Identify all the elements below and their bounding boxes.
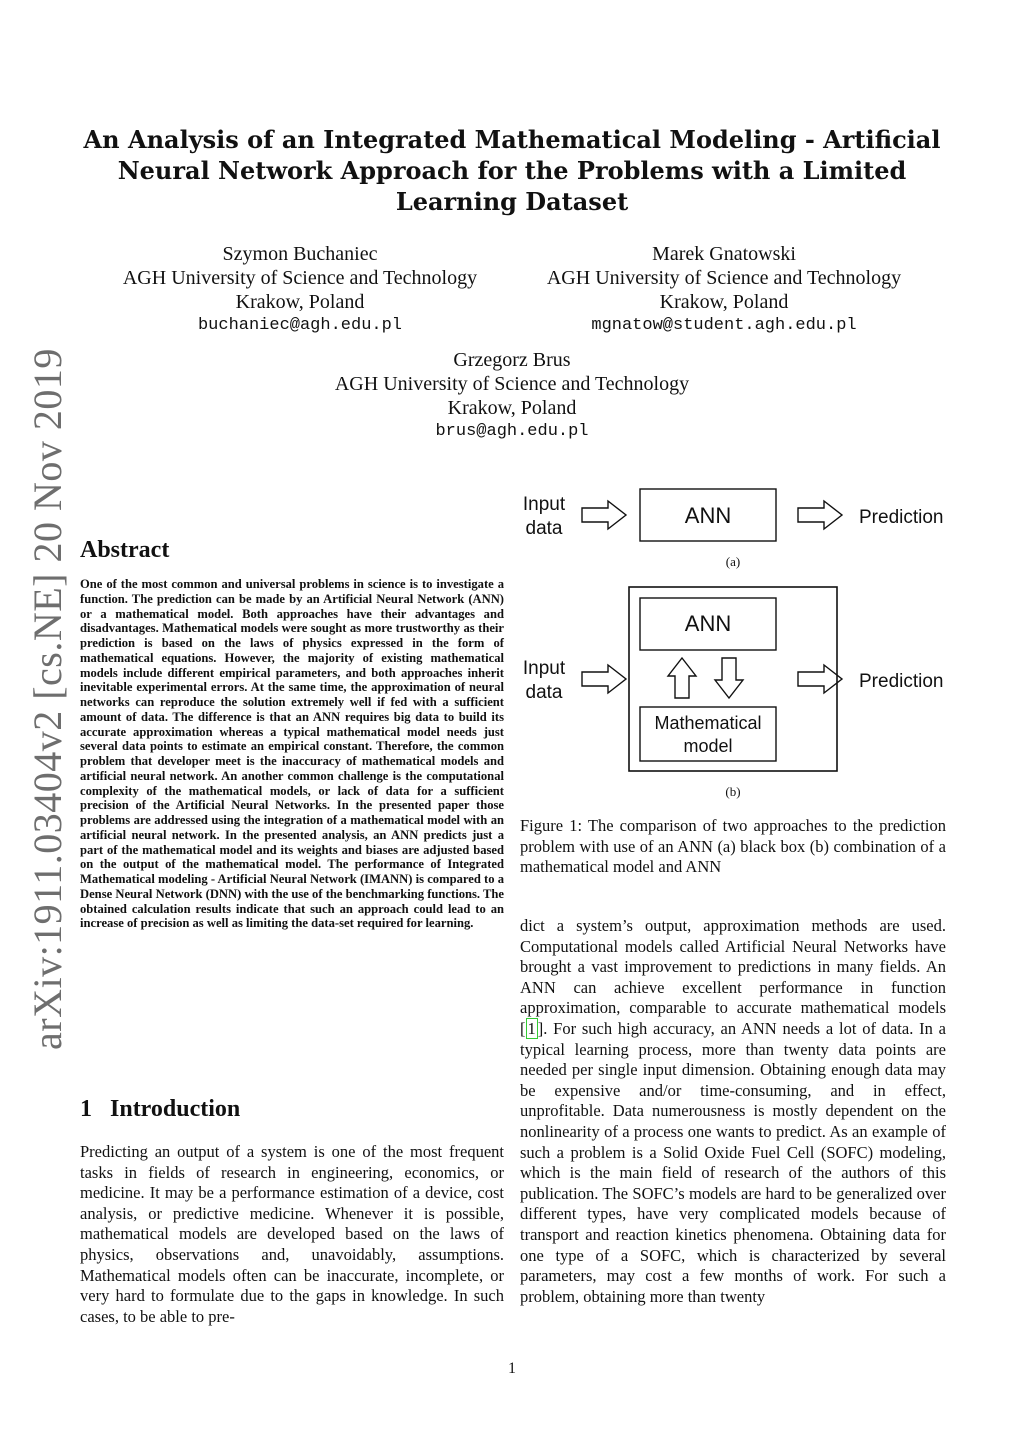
ann-label-b: ANN xyxy=(684,611,732,636)
math-model-label-line1: Mathematical xyxy=(654,713,762,733)
up-arrow-icon xyxy=(668,658,696,698)
author-location: Krakow, Poland xyxy=(447,397,577,419)
author-location: Krakow, Poland xyxy=(659,291,789,313)
prediction-label-b: Prediction xyxy=(859,671,944,692)
subfigure-label-a: (a) xyxy=(725,554,741,569)
author-name: Grzegorz Brus xyxy=(453,349,571,371)
intro-paragraph-left: Predicting an output of a system is one of the most frequent tasks in fields of research in engineering, economics, or medicine. It may be a performance estimation of a device, cost analysis, or predictive medicine. Whenever it is possible, mathematical models are developed based on the laws of physics, observations and, unavoidably, assumptions. Mathematical models often can be inaccurate, incomplete, or very hard to formulate due to the gaps in knowledge. In such cases, to be able to pre- xyxy=(80,1142,504,1326)
author-email[interactable]: mgnatow@student.agh.edu.pl xyxy=(591,316,857,335)
figure-caption: Figure 1: The comparison of two approaches to the prediction problem with use of an ANN (a) black box (b) combination of a mathematical model and ANN xyxy=(520,816,946,877)
intro-paragraph-right: dict a system’s output, approximation methods are used. Computational models called Artificial Neural Networks have brought a vast improvement to predictions in many fields. An ANN can achieve excellent performance in function approximation, comparable to accurate mathematical models [ 1 ]. For such high accuracy, an ANN needs a lot of data. In a typical learning process, more than twenty data points are needed per single input dimension. Obtaining enough data may be expensive and/or time-consuming, and in effect, unprofitable. Data numerousness is mostly dependent on the nonlinearity of a process one wants to predict. As an example of such a problem is a Solid Oxide Fuel Cell (SOFC) modeling, which is the main field of research of the authors of this publication. The SOFC’s models are hard to be generalized over different types, have very complicated models because of transport and reaction kinetics phenomena. Obtaining data for one type of a SOFC, which is characterized by several parameters, may cost a few months of work. For such a problem, obtaining more than twenty xyxy=(520,916,946,1306)
combined-model-frame xyxy=(629,587,837,771)
author-email[interactable]: buchaniec@agh.edu.pl xyxy=(197,316,403,335)
author-affiliation: AGH University of Science and Technology xyxy=(334,373,690,395)
subfigure-label-b: (b) xyxy=(725,784,741,799)
section-heading-introduction xyxy=(80,1096,240,1123)
down-arrow-icon xyxy=(715,658,743,698)
right-arrow-icon xyxy=(582,665,626,693)
page-number: 1 xyxy=(508,1360,516,1377)
section-title: Introduction xyxy=(110,1096,241,1122)
intro-text-part-a: dict a system’s output, approximation methods are used. Computational models called Artificial Neural Networks have brought a vast improvement to predictions in many fields. An ANN can achieve excellent performance in function approximation, comparable to accurate mathematical models xyxy=(520,916,946,1018)
author-block xyxy=(524,242,924,338)
author-name: Marek Gnatowski xyxy=(652,243,796,265)
prediction-label-a: Prediction xyxy=(859,507,944,528)
section-number: 1 xyxy=(80,1096,92,1122)
arxiv-side-stamp: arXiv:1911.03404v2 [cs.NE] 20 Nov 2019 xyxy=(25,348,70,1050)
author-block xyxy=(100,242,500,338)
input-label-a-line2: data xyxy=(525,518,563,539)
right-arrow-icon xyxy=(798,501,842,529)
paper-title: An Analysis of an Integrated Mathematical Modeling - Artificial Neural Network Approach for the Problems with a Limited Learning Dataset xyxy=(83,125,941,216)
author-affiliation: AGH University of Science and Technology xyxy=(122,267,478,289)
input-label-a-line1: Input xyxy=(522,494,566,515)
author-email[interactable]: brus@agh.edu.pl xyxy=(435,422,589,441)
author-name: Szymon Buchaniec xyxy=(222,243,378,265)
math-model-label-line2: model xyxy=(683,736,733,756)
input-label-b-line2: data xyxy=(525,682,563,703)
intro-text-part-b: . For such high accuracy, an ANN needs a lot of data. In a typical learning process, more than twenty data points are needed per single input dimension. Obtaining enough data may be expensive and/or time-consuming, and in effect, unprofitable. Data numerousness is mostly dependent on the nonlinearity of a process one wants to predict. As an example of such a problem is a Solid Oxide Fuel Cell (SOFC) modeling, which is the main field of research of the authors of this publication. The SOFC’s models are hard to be generalized over different types, have very complicated models because of transport and reaction kinetics phenomena. Obtaining data for one type of a SOFC, which is characterized by several parameters, may cost a few months of work. For such a problem, obtaining more than twenty xyxy=(520,1018,946,1306)
author-location: Krakow, Poland xyxy=(235,291,365,313)
author-block xyxy=(312,348,712,444)
citation-link[interactable]: 1 xyxy=(527,1018,536,1038)
author-affiliation: AGH University of Science and Technology xyxy=(546,267,902,289)
abstract-text: One of the most common and universal problems in science is to investigate a function. The prediction can be made by an Artificial Neural Network (ANN) or a mathematical model. Both approaches have their advantages and disadvantages. Mathematical models were sought as more trustworthy as their prediction is based on the laws of physics expressed in the form of mathematical equations. However, the majority of existing mathematical models include different empirical parameters, and both approaches inherit inevitable experimental errors. At the same time, the approximation of neural networks can reproduce the solution extremely well if fed with a sufficient amount of data. The difference is that an ANN requires big data to build its accurate approximation whereas a typical mathematical model needs just several data points to estimate an empirical constant. Therefore, the common problem that developer meet is the inaccuracy of mathematical models and artificial neural network. An another common challenge is the computational complexity of the mathematical models, or lack of data for a sufficient precision of the Artificial Neural Networks. In the presented paper those problems are addressed using the integration of a mathematical model with an artificial neural network. In the presented analysis, an ANN predicts just a part of the mathematical model and its weights and biases are adjusted based on the output of the mathematical model. The performance of Integrated Mathematical modeling - Artificial Neural Network (IMANN) is compared to a Dense Neural Network (DNN) with the use of the benchmarking functions. The obtained calculation results indicate that such an approach could lead to an increase of precision as well as limiting the data-set required for learning. xyxy=(80,577,504,931)
ann-label-a: ANN xyxy=(684,503,732,528)
abstract-heading: Abstract xyxy=(80,537,170,563)
input-label-b-line1: Input xyxy=(522,658,566,679)
right-arrow-icon xyxy=(798,665,842,693)
right-arrow-icon xyxy=(582,501,626,529)
figure-1-diagram xyxy=(514,480,954,810)
